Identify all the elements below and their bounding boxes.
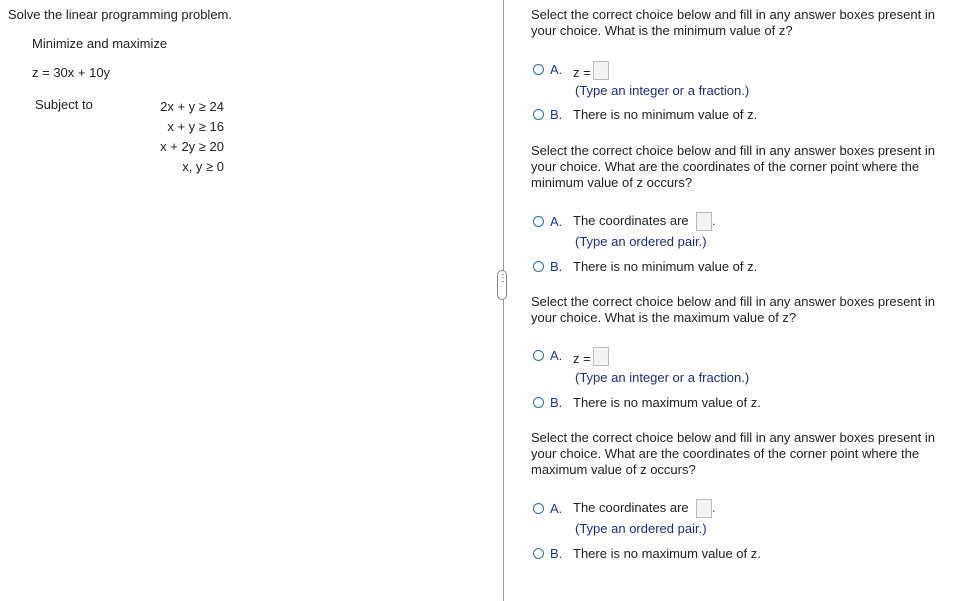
- radio-button[interactable]: [533, 64, 544, 75]
- splitter-handle[interactable]: [497, 270, 507, 300]
- answer-input[interactable]: [696, 212, 712, 231]
- option-letter: A.: [550, 347, 563, 363]
- option-text: There is no minimum value of z.: [573, 258, 758, 274]
- option-text: [573, 59, 609, 80]
- option-letter: B.: [550, 545, 563, 561]
- radio-button[interactable]: [533, 548, 544, 559]
- radio-button[interactable]: [533, 397, 544, 408]
- answer-input[interactable]: [593, 61, 609, 80]
- question-prompt: Select the correct choice below and fill in any answer boxes present in your choice. What is the maximum value of z?: [531, 294, 935, 325]
- panel-divider: [503, 0, 504, 601]
- answer-hint: (Type an ordered pair.): [575, 521, 707, 536]
- question-prompt: Select the correct choice below and fill in any answer boxes present in your choice. What are the coordinates of the corner point where the maximum value of z occurs?: [531, 430, 935, 477]
- ellipsis-vertical-icon: ⋮: [498, 273, 508, 284]
- objective-function: z = 30x + 10y: [32, 65, 111, 80]
- option-letter: B.: [550, 394, 563, 410]
- option-text: There is no maximum value of z.: [573, 394, 761, 410]
- option-text: There is no maximum value of z.: [573, 545, 761, 561]
- option-b[interactable]: [533, 393, 761, 411]
- option-letter: B.: [550, 106, 563, 122]
- option-text: [573, 212, 715, 231]
- option-text: [573, 499, 715, 518]
- question-prompt: Select the correct choice below and fill in any answer boxes present in your choice. What is the minimum value of z?: [531, 7, 935, 38]
- answer-hint: (Type an ordered pair.): [575, 234, 707, 249]
- radio-button[interactable]: [533, 261, 544, 272]
- constraint: x, y ≥ 0: [182, 159, 224, 174]
- problem-title: Solve the linear programming problem.: [8, 7, 232, 22]
- option-letter: A.: [550, 500, 563, 516]
- constraint: x + 2y ≥ 20: [160, 139, 224, 154]
- option-letter: A.: [550, 61, 563, 77]
- answer-hint: (Type an integer or a fraction.): [575, 370, 750, 385]
- answer-input[interactable]: [593, 347, 609, 366]
- option-letter: A.: [550, 213, 563, 229]
- radio-button[interactable]: [533, 350, 544, 361]
- coordinates-label: The coordinates are: [573, 499, 689, 515]
- answer-hint: (Type an integer or a fraction.): [575, 83, 750, 98]
- option-a[interactable]: [533, 346, 609, 364]
- option-b[interactable]: [533, 105, 757, 123]
- coordinates-label: The coordinates are: [573, 212, 689, 228]
- radio-button[interactable]: [533, 216, 544, 227]
- option-b[interactable]: [533, 257, 757, 275]
- z-equals-label: z =: [573, 350, 591, 366]
- answer-input[interactable]: [696, 499, 712, 518]
- option-a[interactable]: [533, 60, 609, 78]
- option-text: There is no minimum value of z.: [573, 106, 758, 122]
- question-prompt: Select the correct choice below and fill in any answer boxes present in your choice. What are the coordinates of the corner point where the minimum value of z occurs?: [531, 143, 935, 190]
- subject-to-label: Subject to: [35, 97, 93, 112]
- option-letter: B.: [550, 258, 563, 274]
- z-equals-label: z =: [573, 64, 591, 80]
- option-a[interactable]: [533, 212, 715, 230]
- period-label: .: [712, 502, 716, 515]
- option-a[interactable]: [533, 499, 715, 517]
- constraint: x + y ≥ 16: [167, 119, 224, 134]
- radio-button[interactable]: [533, 109, 544, 120]
- period-label: .: [712, 215, 716, 228]
- option-text: [573, 345, 609, 366]
- constraint: 2x + y ≥ 24: [160, 99, 224, 114]
- problem-subtitle: Minimize and maximize: [32, 36, 168, 51]
- constraints-list: [130, 97, 224, 177]
- option-b[interactable]: [533, 544, 761, 562]
- radio-button[interactable]: [533, 503, 544, 514]
